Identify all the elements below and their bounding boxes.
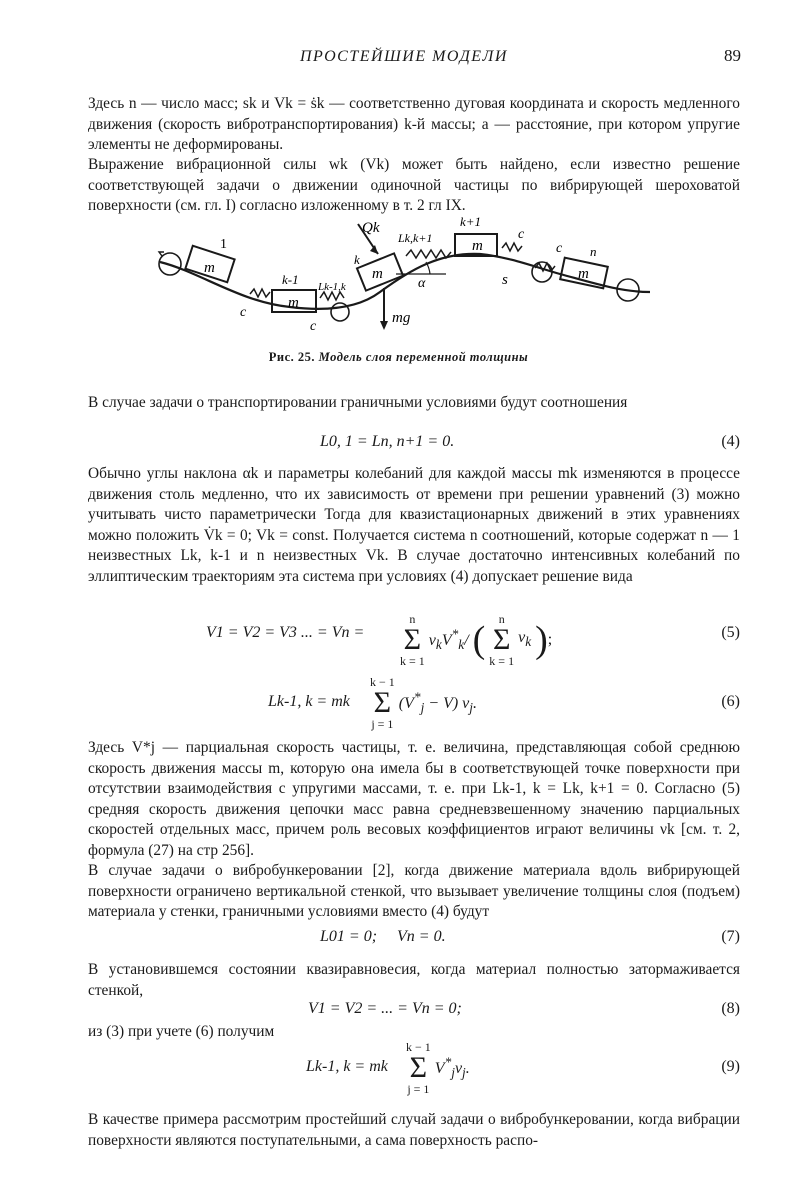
- paragraph-boundary-conditions: В случае задачи о транспортировании граничными условиями будут соотношения: [88, 394, 628, 411]
- rotation-circle-mid: [331, 303, 349, 321]
- force-q-label: Qk: [362, 220, 380, 236]
- equation-5-sum: n Σ k = 1 $\nu_kV^*_k/$ ( n Σ k = 1 $\nu_k$ );: [400, 612, 553, 668]
- tension-label: Lk,k+1: [398, 231, 433, 245]
- arc-coordinate-label: s: [502, 272, 508, 288]
- paragraph-vibrobunkering: В случае задачи о вибробункеровании [2], когда движение материала вдоль вибрирующей поверхности ограничено вертикальной стенкой, что вызывает увеличение толщины слоя (подъем) материала у стенки, граничными условиями вместо (4) будут: [88, 862, 740, 920]
- equation-9: Lk-1, k = mk k − 1 Σ j = 1 $V^*_j\nu_j$. (9): [306, 1040, 740, 1096]
- mass-1-label: m: [204, 260, 215, 276]
- figure-caption: [0, 350, 797, 365]
- rotation-circle-right: [532, 262, 552, 282]
- equation-8: V1 = V2 = ... = Vn = 0; (8): [308, 1000, 740, 1017]
- svg-text:m: m: [288, 295, 299, 311]
- paragraph-from-3: из (3) при учете (6) получим: [88, 1023, 275, 1040]
- spring-2: [320, 292, 344, 300]
- equation-5: V1 = V2 = V3 ... = Vn = n Σ k = 1 $\nu_kV^*_k/$ ( n Σ k = 1 $\nu_k$ ); (5): [206, 612, 740, 668]
- stiffness-label-2: c: [310, 319, 317, 334]
- equation-7: L01 = 0; Vn = 0. (7): [320, 928, 740, 945]
- stiffness-label-4: c: [556, 241, 563, 256]
- mass-k-plus-1: [455, 214, 497, 256]
- svg-text:k+1: k+1: [460, 214, 482, 229]
- svg-text:k-1: k-1: [282, 272, 299, 287]
- spring-1: [250, 289, 270, 297]
- page-number: 89: [724, 46, 741, 65]
- paragraph-vibration-force: Выражение вибрационной силы wk (Vk) может быть найдено, если известно решение соответствующей задачи о движении одиночной частицы по вибрирующей шероховатой поверхности (см. гл. I) согласно изложенному в т. 2 гл IX.: [88, 156, 740, 214]
- svg-text:1: 1: [220, 237, 227, 252]
- stiffness-label-1: c: [240, 305, 247, 320]
- caption-text: Модель слоя переменной толщины: [318, 350, 529, 364]
- mass-1: [185, 237, 234, 282]
- svg-text:n: n: [590, 244, 597, 259]
- tension-label-prev: Lk-1,k: [318, 281, 346, 293]
- svg-text:k: k: [354, 252, 360, 267]
- svg-text:m: m: [578, 266, 589, 282]
- equation-9-sum: k − 1 Σ j = 1 $V^*_j\nu_j$.: [406, 1040, 470, 1096]
- mass-n: [560, 244, 608, 288]
- paragraph-equilibrium: В установившемся состоянии квазиравновесия, когда материал полностью затормаживается стенкой,: [88, 961, 740, 999]
- svg-text:m: m: [472, 238, 483, 254]
- equation-6-sum: k − 1 Σ j = 1 $(V^*_j - V)$ $\nu_j$.: [370, 675, 477, 731]
- page-header: [0, 48, 797, 72]
- gravity-label: mg: [392, 310, 411, 326]
- paragraph-quasistationary: Обычно углы наклона αk и параметры колебаний для каждой массы mk изменяются в процессе движения столь медленно, что их зависимость от времени при решении уравнений (3) можно учитывать чисто параметрически Тогда для квазистационарных движений в этих уравнениях можно положить V̇k = 0; Vk = const. Получается система n соотношений, которые содержат n — 1 неизвестных Lk, k-1 и n неизвестных Vk. В случае достаточно интенсивных колебаний по эллиптическим траекториям эта система при условиях (4) допускает решение вида: [88, 465, 740, 585]
- paragraph-partial-velocity: Здесь V*j — парциальная скорость частицы, т. е. величина, представляющая собой среднюю скорость движения массы m, которую она имела бы в соответствующей точке поверхности при отсутствии взаимодействия с упругими массами, т. е. при Lk-1, k = Lk, k+1 = 0. Согласно (5) средняя скорость движения цепочки масс равна средневзвешенному значению парциальных скоростей отдельных масс, причем роль весовых коэффициентов играют величины νk [см. т. 2, формула (27) на стр 256].: [88, 739, 740, 859]
- caption-prefix: Рис. 25.: [268, 350, 316, 364]
- stiffness-label-3: c: [518, 227, 525, 242]
- angle-alpha-label: α: [418, 276, 426, 291]
- paragraph-example: В качестве примера рассмотрим простейший случай задачи о вибробункеровании, когда вибрации поверхности являются поступательными, а сама поверхность распо-: [88, 1111, 740, 1149]
- paragraph-definitions: Здесь n — число масс; sk и Vk = ṡk — соответственно дуговая координата и скорость медленного движения (скорость вибротранспортирования) k-й массы; a — расстояние, при котором упругие элементы не деформированы.: [88, 95, 740, 153]
- equation-4: L0, 1 = Ln, n+1 = 0. (4): [320, 433, 740, 450]
- svg-text:m: m: [372, 266, 383, 282]
- spring-4: [502, 243, 522, 251]
- mass-k: [354, 252, 403, 291]
- equation-6: Lk-1, k = mk k − 1 Σ j = 1 $(V^*_j - V)$ $\nu_j$. (6): [268, 675, 740, 731]
- running-title: ПРОСТЕЙШИЕ МОДЕЛИ: [300, 48, 508, 65]
- figure-25-diagram: [150, 212, 660, 342]
